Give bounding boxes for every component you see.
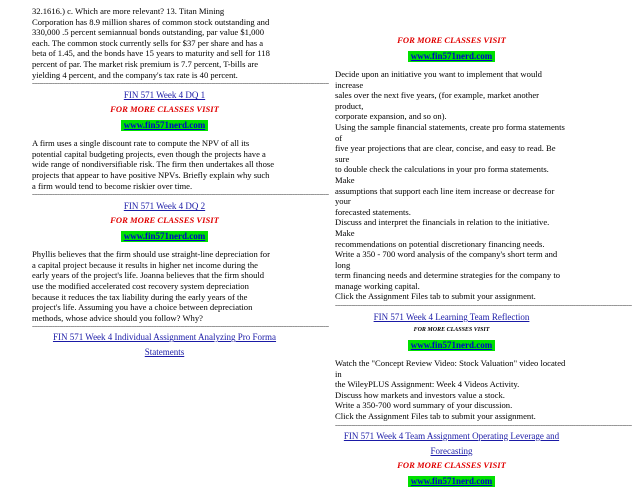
site-link[interactable]: www.fin571nerd.com (408, 476, 496, 487)
text-line: methods, whose advice should you follow? Why? (32, 312, 203, 323)
title-line: FIN 571 Week 4 Individual Assignment Analyzing Pro Forma (52, 332, 277, 343)
text-line: wide range of nondiversifiable risk. The firm then undertakes all those (32, 159, 275, 170)
text-line: project's life. Assuming you have a choice between depreciation (32, 302, 253, 313)
text-line: Click the Assignment Files tab to submit your assignment. (335, 411, 536, 422)
text-line: Decide upon an initiative you want to implement that would increase (335, 69, 542, 90)
site-link[interactable]: www.fin571nerd.com (408, 340, 496, 351)
title-line: FIN 571 Week 4 Team Assignment Operating Leverage and (343, 430, 560, 441)
text-line: each. The common stock currently sells for $37 per share and has a (32, 37, 264, 48)
text-line: Write a 350-700 word summary of your discussion. (335, 400, 513, 411)
text-line: early years of the project's life. Joanna believes that the firm should (32, 270, 265, 281)
learning-team-reflection-paragraph (335, 358, 568, 422)
promo-text: FOR MORE CLASSES VISIT (110, 104, 219, 115)
text-line: a capital project because it results in higher net income during the (32, 259, 258, 270)
site-link[interactable]: www.fin571nerd.com (121, 120, 209, 131)
text-line: percent of par. The market risk premium is 7.7 percent, T-bills are (32, 58, 259, 69)
text-line: Phyllis believes that the firm should use straight-line depreciation for (32, 249, 270, 260)
text-line: yielding 4 percent, and the company's tax rate is 40 percent. (32, 69, 238, 80)
title-line: Forecasting (430, 445, 473, 456)
divider: ------------------------------------------------------------------------------------------------------------------------------------------------------------------ (32, 79, 329, 88)
divider: ------------------------------------------------------------------------------------------------------------------------------------------------------------------ (335, 420, 632, 429)
text-line: 330,000 .5 percent semiannual bonds outstanding, par value $1,000 (32, 27, 264, 38)
text-line: to double check the calculations in your pro forma statements. Make (335, 164, 549, 185)
intro-paragraph (32, 6, 297, 80)
text-line: Corporation has 8.9 million shares of common stock outstanding and (32, 16, 270, 27)
text-line: potential capital budgeting projects, even though the projects have a (32, 148, 266, 159)
learning-team-reflection-title-link[interactable]: FIN 571 Week 4 Learning Team Reflection (373, 312, 530, 323)
text-line: A firm uses a single discount rate to compute the NPV of all its (32, 138, 250, 149)
text-line: the WileyPLUS Assignment: Week 4 Videos Activity. (335, 379, 520, 390)
individual-assignment-paragraph (335, 69, 568, 302)
text-line: beta of 1.45, and the bonds have 15 years to maturity and sell for 118 (32, 48, 270, 59)
text-line: assumptions that support each line item increase or decrease for your (335, 185, 555, 207)
dq2-paragraph (32, 249, 297, 323)
text-line: Discuss and interpret the financials in relation to the initiative. Make (335, 217, 550, 238)
text-line: projects that appear to have positive NPVs. Briefly explain why such (32, 169, 270, 180)
individual-assignment-title-link[interactable] (32, 330, 297, 360)
text-line: use the modified accelerated cost recovery system depreciation (32, 280, 249, 291)
divider: ------------------------------------------------------------------------------------------------------------------------------------------------------------------ (32, 190, 329, 199)
team-assignment-title-link[interactable] (335, 429, 568, 459)
site-link[interactable]: www.fin571nerd.com (408, 51, 496, 62)
text-line: Using the sample financial statements, create pro forma statements of (335, 121, 565, 143)
divider: ------------------------------------------------------------------------------------------------------------------------------------------------------------------ (335, 301, 632, 310)
promo-text: FOR MORE CLASSES VISIT (110, 215, 219, 226)
text-line: a firm would tend to become riskier over time. (32, 180, 193, 191)
text-line: Watch the "Concept Review Video: Stock Valuation" video located in (335, 358, 566, 379)
promo-text: FOR MORE CLASSES VISIT (397, 459, 506, 470)
text-line: Write a 350 - 700 word analysis of the company's short term and long (335, 249, 558, 270)
text-line: recommendations on potential discretionary financing needs. (335, 238, 545, 249)
text-line: manage working capital. (335, 280, 420, 291)
site-link[interactable]: www.fin571nerd.com (121, 231, 209, 242)
left-column (32, 6, 329, 360)
divider: ------------------------------------------------------------------------------------------------------------------------------------------------------------------ (32, 322, 329, 331)
text-line: sales over the next five years, (for example, market another product, (335, 90, 540, 111)
text-line: five year projections that are clear, concise, and easy to read. Be sure (335, 143, 556, 164)
right-column (335, 6, 632, 488)
text-line: forecasted statements. (335, 206, 411, 217)
dq1-paragraph (32, 138, 297, 191)
promo-text: FOR MORE CLASSES VISIT (413, 327, 490, 334)
title-line: Statements (144, 347, 185, 358)
promo-text: FOR MORE CLASSES VISIT (397, 35, 506, 45)
text-line: term financing needs and determine strategies for the company to (335, 270, 561, 281)
dq1-title-link[interactable]: FIN 571 Week 4 DQ 1 (123, 90, 206, 101)
text-line: Discuss how markets and investors value a stock. (335, 389, 505, 400)
text-line: corporate expansion, and so on). (335, 111, 447, 122)
text-line: Click the Assignment Files tab to submit your assignment. (335, 291, 536, 302)
dq2-title-link[interactable]: FIN 571 Week 4 DQ 2 (123, 201, 206, 212)
text-line: because it reduces the tax liability during the early years of the (32, 291, 248, 302)
text-line: 32.1616.) c. Which are more relevant? 13. Titan Mining (32, 6, 225, 16)
